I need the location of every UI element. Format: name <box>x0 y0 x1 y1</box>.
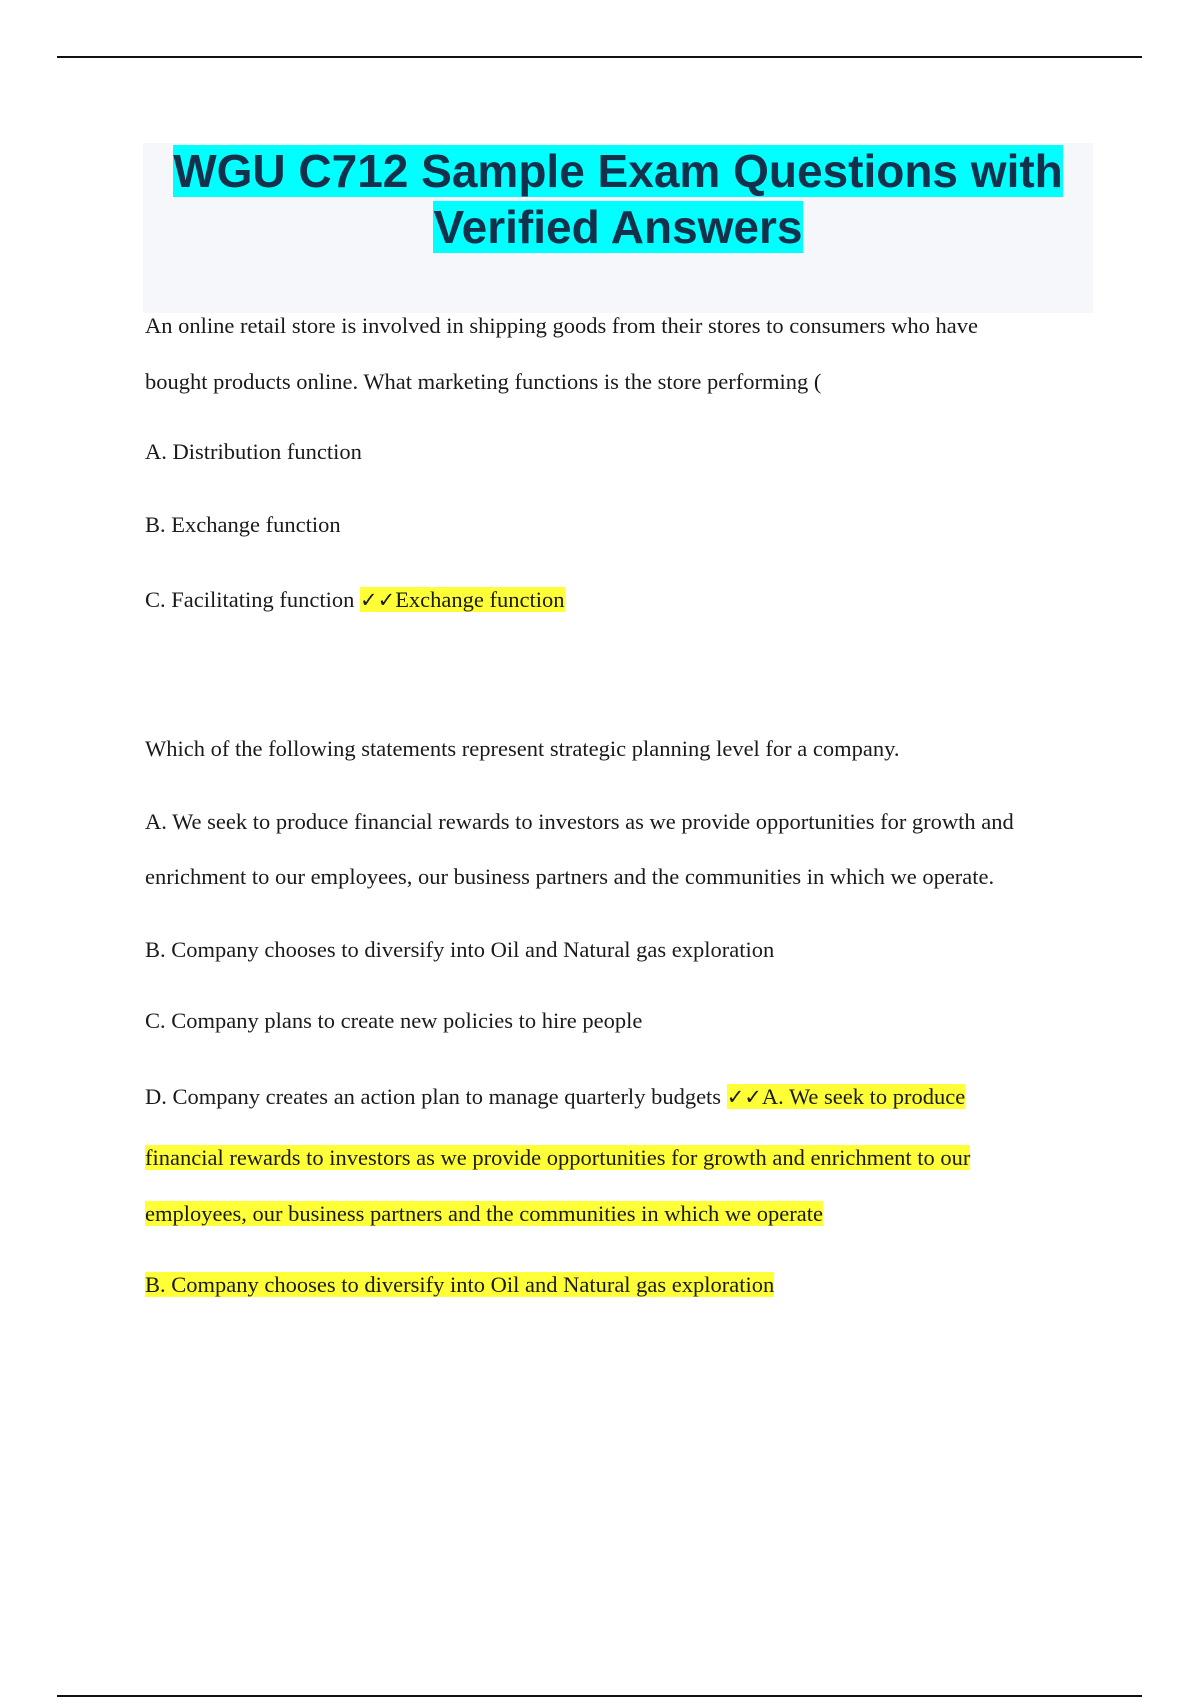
title-line-2: Verified Answers <box>433 201 803 253</box>
question-2-option-a-line-1: A. We seek to produce financial rewards to investors as we provide opportunities for growth and <box>145 809 1014 834</box>
question-2-option-d: D. Company creates an action plan to manage quarterly budgets <box>145 1084 727 1109</box>
question-1-option-c-line <box>145 585 565 615</box>
question-2-answer-line-3-row <box>145 1199 823 1229</box>
question-1-answer-text: Exchange function <box>395 587 565 612</box>
question-2-option-c: C. Company plans to create new policies to hire people <box>145 1008 643 1033</box>
question-1-stem-line-2: bought products online. What marketing functions is the store performing ( <box>145 369 822 394</box>
header-rule <box>57 56 1142 58</box>
checkmark-icon: ✓✓ <box>726 1085 762 1109</box>
question-1-option-c: C. Facilitating function <box>145 587 360 612</box>
question-2-stem: Which of the following statements represent strategic planning level for a company. <box>145 736 900 761</box>
question-1-option-b: B. Exchange function <box>145 512 341 537</box>
question-2-answer-line-3: employees, our business partners and the communities in which we operate <box>145 1201 823 1226</box>
question-1-option-a: A. Distribution function <box>145 439 362 464</box>
question-1-answer <box>360 587 565 612</box>
checkmark-icon: ✓✓ <box>359 588 396 612</box>
question-2-answer-line-2-row <box>145 1143 970 1173</box>
question-2-answer-line-4: B. Company chooses to diversify into Oil and Natural gas exploration <box>145 1272 775 1297</box>
question-2-option-b: B. Company chooses to diversify into Oil and Natural gas exploration <box>145 937 775 962</box>
question-2-option-d-line <box>145 1082 965 1112</box>
document-title <box>143 143 1093 255</box>
question-2-answer-line-4-row <box>145 1270 774 1300</box>
title-line-1: WGU C712 Sample Exam Questions with <box>173 145 1063 197</box>
question-2-answer-line-1: A. We seek to produce <box>761 1084 966 1109</box>
question-2-answer-line-2: financial rewards to investors as we provide opportunities for growth and enrichment to our <box>145 1145 971 1170</box>
question-2-answer-start <box>727 1084 966 1109</box>
footer-rule <box>57 1695 1142 1697</box>
question-2-option-a-line-2: enrichment to our employees, our business partners and the communities in which we operate. <box>145 864 995 889</box>
question-1-stem-line-1: An online retail store is involved in shipping goods from their stores to consumers who have <box>145 313 978 338</box>
